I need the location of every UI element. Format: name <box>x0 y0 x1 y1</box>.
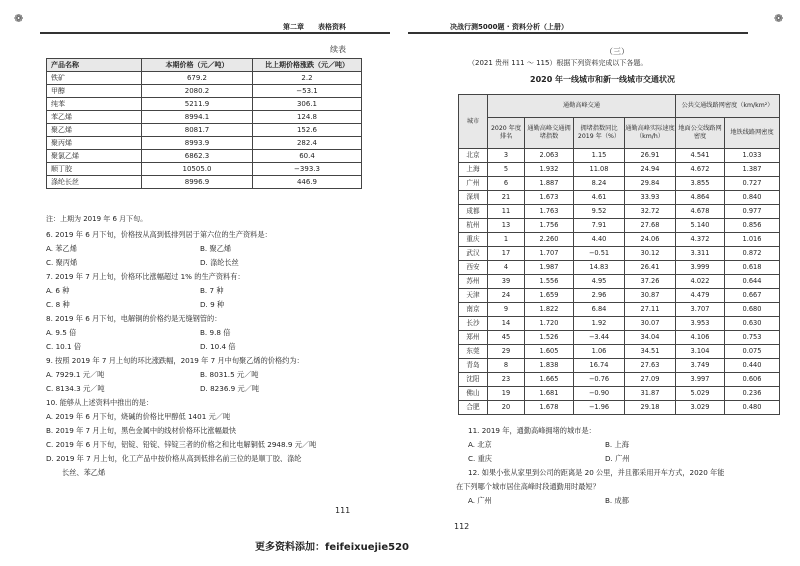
option-b[interactable]: B. 9.8 倍 <box>200 328 231 337</box>
table-cell: 4.022 <box>676 275 725 289</box>
table-cell: 26.41 <box>625 261 676 275</box>
table-row <box>459 359 780 373</box>
table-cell: 14.83 <box>574 261 625 275</box>
table-cell: 3.953 <box>676 317 725 331</box>
table-cell: 9 <box>488 303 525 317</box>
flower-ornament-icon: ❁ <box>14 12 24 25</box>
table-row <box>459 275 780 289</box>
table-cell: 3.749 <box>676 359 725 373</box>
table-cell: −0.76 <box>574 373 625 387</box>
table-cell: −3.44 <box>574 331 625 345</box>
table-cell: 8081.7 <box>142 124 253 137</box>
header-rule <box>408 32 748 34</box>
table-cell: 1.556 <box>525 275 574 289</box>
table-cell: 1.838 <box>525 359 574 373</box>
table-cell: 3.311 <box>676 247 725 261</box>
table-cell: 8994.1 <box>142 111 253 124</box>
table-cell: 13 <box>488 219 525 233</box>
city-cell: 合肥 <box>459 401 488 415</box>
table-cell: 45 <box>488 331 525 345</box>
table-cell: 124.8 <box>253 111 362 124</box>
col-header: 2020 年度排名 <box>488 118 525 149</box>
question-8: 8. 2019 年 6 月下旬，电解铜的价格约是无缝钢管的： <box>46 314 222 323</box>
flower-ornament-icon: ❁ <box>774 12 784 25</box>
option-c[interactable]: C. 2019 年 6 月下旬，铝锭、铅锭、锌锭三者的价格之和比电解铜低 2948.9 元／吨 <box>46 440 317 449</box>
table-cell: 顺丁胶 <box>47 163 142 176</box>
table-row <box>47 111 362 124</box>
table-cell: 0.440 <box>725 359 780 373</box>
col-header: 地铁线路网密度 <box>725 118 780 149</box>
table-cell: 0.075 <box>725 345 780 359</box>
table-cell: −53.1 <box>253 85 362 98</box>
table-cell: 6862.3 <box>142 150 253 163</box>
question-10: 10. 能够从上述资料中推出的是： <box>46 398 154 407</box>
table-header-row <box>459 118 780 149</box>
table-cell: 29.18 <box>625 401 676 415</box>
option-c[interactable]: C. 重庆 <box>468 454 492 463</box>
col-header: 比上期价格涨跌（元／吨） <box>253 59 362 72</box>
city-cell: 深圳 <box>459 191 488 205</box>
table-cell: 1.707 <box>525 247 574 261</box>
city-cell: 东莞 <box>459 345 488 359</box>
table-row <box>47 85 362 98</box>
table-cell: 19 <box>488 387 525 401</box>
table-cell: 29 <box>488 345 525 359</box>
table-cell: 4.61 <box>574 191 625 205</box>
table-row <box>459 345 780 359</box>
table-cell: 0.727 <box>725 177 780 191</box>
table-cell: 20 <box>488 401 525 415</box>
table-cell: 5.140 <box>676 219 725 233</box>
table-row <box>459 373 780 387</box>
option-d[interactable]: D. 8236.9 元／吨 <box>200 384 260 393</box>
table-cell: 甲醇 <box>47 85 142 98</box>
table-cell: −1.96 <box>574 401 625 415</box>
option-a[interactable]: A. 苯乙烯 <box>46 244 77 253</box>
table-cell: 31.87 <box>625 387 676 401</box>
table-row <box>47 124 362 137</box>
table-cell: 33.93 <box>625 191 676 205</box>
table-cell: 29.84 <box>625 177 676 191</box>
option-a[interactable]: A. 北京 <box>468 440 492 449</box>
table-cell: 4.106 <box>676 331 725 345</box>
table-cell: 1.763 <box>525 205 574 219</box>
table-cell: 446.9 <box>253 176 362 189</box>
table-cell: 2.063 <box>525 149 574 163</box>
table-cell: 3.707 <box>676 303 725 317</box>
table-row <box>459 261 780 275</box>
table-cell: 0.618 <box>725 261 780 275</box>
question-9: 9. 按照 2019 年 7 月上旬的环比涨跌幅，2019 年 7 月中旬聚乙烯的价格约为： <box>46 356 304 365</box>
question-12: 12. 如果小张从家里到公司的距离是 20 公里，并且都采用开车方式，2020 年能 <box>468 468 725 477</box>
city-cell: 佛山 <box>459 387 488 401</box>
question-7: 7. 2019 年 7 月上旬，价格环比涨幅超过 1% 的生产资料有： <box>46 272 245 281</box>
table-cell: 8996.9 <box>142 176 253 189</box>
table-cell: 30.07 <box>625 317 676 331</box>
table-row <box>47 163 362 176</box>
city-cell: 广州 <box>459 177 488 191</box>
table-cell: 6 <box>488 177 525 191</box>
option-d[interactable]: D. 涤纶长丝 <box>200 258 239 267</box>
table-cell: 0.630 <box>725 317 780 331</box>
table-cell: 1.033 <box>725 149 780 163</box>
table-cell: 0.606 <box>725 373 780 387</box>
table-cell: 679.2 <box>142 72 253 85</box>
table-cell: 60.4 <box>253 150 362 163</box>
table-cell: 306.1 <box>253 98 362 111</box>
table-row <box>47 150 362 163</box>
table-cell: 16.74 <box>574 359 625 373</box>
city-cell: 青岛 <box>459 359 488 373</box>
table-cell: 26.91 <box>625 149 676 163</box>
table-cell: 0.480 <box>725 401 780 415</box>
table-row <box>47 176 362 189</box>
table-cell: 1.822 <box>525 303 574 317</box>
option-d[interactable]: D. 2019 年 7 月上旬，化工产品中按价格从高到低排名前三位的是顺丁胶、涤纶 <box>46 454 302 463</box>
col-header: 通勤高峰实际速度（km/h） <box>625 118 676 149</box>
table-cell: 3.999 <box>676 261 725 275</box>
table-cell: 27.11 <box>625 303 676 317</box>
option-b[interactable]: B. 聚乙烯 <box>200 244 232 253</box>
table-cell: −0.51 <box>574 247 625 261</box>
table-cell: 24.06 <box>625 233 676 247</box>
col-header-city: 城市 <box>459 95 488 149</box>
table-cell: 2080.2 <box>142 85 253 98</box>
table-header-row <box>459 95 780 118</box>
table-row <box>459 387 780 401</box>
city-cell: 南京 <box>459 303 488 317</box>
option-d[interactable]: D. 9 种 <box>200 300 225 309</box>
table-cell: −0.90 <box>574 387 625 401</box>
table-note: 注：上期为 2019 年 6 月下旬。 <box>46 215 148 223</box>
table-cell: 11 <box>488 205 525 219</box>
table-row <box>459 191 780 205</box>
option-b[interactable]: B. 成都 <box>605 496 629 505</box>
option-b[interactable]: B. 7 种 <box>200 286 224 295</box>
table-header-row <box>47 59 362 72</box>
table-row <box>459 233 780 247</box>
table-cell: 6.84 <box>574 303 625 317</box>
table-cell: 4.672 <box>676 163 725 177</box>
option-a[interactable]: A. 9.5 倍 <box>46 328 77 337</box>
table-row <box>459 163 780 177</box>
table-cell: 21 <box>488 191 525 205</box>
table-row <box>459 401 780 415</box>
city-cell: 天津 <box>459 289 488 303</box>
option-c[interactable]: C. 8134.3 元／吨 <box>46 384 105 393</box>
option-c[interactable]: C. 聚丙烯 <box>46 258 78 267</box>
table-cell: 苯乙烯 <box>47 111 142 124</box>
section-label: （三） <box>605 47 629 56</box>
table-cell: 0.644 <box>725 275 780 289</box>
table-cell: 8.24 <box>574 177 625 191</box>
table-cell: 2.2 <box>253 72 362 85</box>
table-row <box>459 149 780 163</box>
continued-label: 续表 <box>330 45 346 54</box>
table-cell: 27.68 <box>625 219 676 233</box>
option-d[interactable]: D. 广州 <box>605 454 630 463</box>
table-cell: 8 <box>488 359 525 373</box>
table-cell: 0.872 <box>725 247 780 261</box>
table-cell: 1.06 <box>574 345 625 359</box>
table-row <box>459 177 780 191</box>
traffic-table <box>458 94 780 415</box>
option-b[interactable]: B. 8031.5 元／吨 <box>200 370 259 379</box>
table-cell: 1.932 <box>525 163 574 177</box>
table-cell: 27.09 <box>625 373 676 387</box>
right-page <box>400 0 800 566</box>
table-cell: −393.3 <box>253 163 362 176</box>
table-cell: 0.856 <box>725 219 780 233</box>
table-cell: 152.6 <box>253 124 362 137</box>
question-12-continued: 在下列哪个城市居住高峰时段通勤用时最短？ <box>456 482 600 491</box>
table-cell: 1 <box>488 233 525 247</box>
table-cell: 纯苯 <box>47 98 142 111</box>
page-number: 112 <box>454 522 470 531</box>
option-b[interactable]: B. 上海 <box>605 440 629 449</box>
table-cell: 3.997 <box>676 373 725 387</box>
table-cell: 34.51 <box>625 345 676 359</box>
table-cell: 1.720 <box>525 317 574 331</box>
table-cell: 24 <box>488 289 525 303</box>
table-cell: 1.887 <box>525 177 574 191</box>
table-cell: 14 <box>488 317 525 331</box>
table-cell: 铁矿 <box>47 72 142 85</box>
table-cell: 1.678 <box>525 401 574 415</box>
table-cell: 1.387 <box>725 163 780 177</box>
table-cell: 4.678 <box>676 205 725 219</box>
table-cell: 聚乙烯 <box>47 124 142 137</box>
table-cell: 4.372 <box>676 233 725 247</box>
table-cell: 5211.9 <box>142 98 253 111</box>
option-c[interactable]: C. 8 种 <box>46 300 70 309</box>
col-header: 地面公交线路网密度 <box>676 118 725 149</box>
price-table <box>46 58 362 189</box>
table-cell: 1.987 <box>525 261 574 275</box>
col-header: 拥堵指数同比 2019 年（%） <box>574 118 625 149</box>
table-cell: 30.12 <box>625 247 676 261</box>
header-book-title: 决战行测5000题 · 资料分析（上册） <box>450 23 569 31</box>
table-cell: 1.526 <box>525 331 574 345</box>
table-row <box>47 72 362 85</box>
option-a[interactable]: A. 广州 <box>468 496 492 505</box>
table-cell: 1.756 <box>525 219 574 233</box>
table-cell: 3.104 <box>676 345 725 359</box>
table-cell: 3.855 <box>676 177 725 191</box>
table-title: 2020 年一线城市和新一线城市交通状况 <box>530 75 676 84</box>
option-d[interactable]: D. 10.4 倍 <box>200 342 236 351</box>
table-cell: 1.665 <box>525 373 574 387</box>
city-cell: 沈阳 <box>459 373 488 387</box>
table-cell: 1.15 <box>574 149 625 163</box>
table-cell: 34.04 <box>625 331 676 345</box>
table-cell: 7.91 <box>574 219 625 233</box>
table-row <box>459 289 780 303</box>
table-cell: 聚丙烯 <box>47 137 142 150</box>
city-cell: 郑州 <box>459 331 488 345</box>
col-group-header: 公共交通线路网密度（km/km²） <box>676 95 780 118</box>
table-cell: 27.63 <box>625 359 676 373</box>
table-cell: 1.016 <box>725 233 780 247</box>
option-a[interactable]: A. 6 种 <box>46 286 70 295</box>
city-cell: 成都 <box>459 205 488 219</box>
header-chapter: 第二章 <box>283 23 304 31</box>
col-header: 通勤高峰交通拥堵指数 <box>525 118 574 149</box>
table-cell: 23 <box>488 373 525 387</box>
table-row <box>459 247 780 261</box>
table-cell: 11.08 <box>574 163 625 177</box>
table-cell: 涤纶长丝 <box>47 176 142 189</box>
table-cell: 37.26 <box>625 275 676 289</box>
table-cell: 3 <box>488 149 525 163</box>
table-cell: 3.029 <box>676 401 725 415</box>
table-cell: 1.605 <box>525 345 574 359</box>
col-header: 产品名称 <box>47 59 142 72</box>
table-row <box>459 303 780 317</box>
table-row <box>459 205 780 219</box>
city-cell: 杭州 <box>459 219 488 233</box>
table-cell: 1.92 <box>574 317 625 331</box>
table-cell: 39 <box>488 275 525 289</box>
header-rule <box>40 32 390 34</box>
table-cell: 2.260 <box>525 233 574 247</box>
table-cell: 聚氯乙烯 <box>47 150 142 163</box>
header-section-title: 表格资料 <box>318 23 346 31</box>
table-cell: 5.029 <box>676 387 725 401</box>
table-cell: 1.659 <box>525 289 574 303</box>
table-cell: 282.4 <box>253 137 362 150</box>
table-cell: 4.479 <box>676 289 725 303</box>
table-cell: 4.95 <box>574 275 625 289</box>
city-cell: 重庆 <box>459 233 488 247</box>
table-cell: 0.680 <box>725 303 780 317</box>
table-row <box>459 317 780 331</box>
question-6: 6. 2019 年 6 月下旬，价格按从高到低排列居于第六位的生产资料是： <box>46 230 272 239</box>
table-row <box>47 137 362 150</box>
option-b[interactable]: B. 2019 年 7 月上旬，黑色金属中的线材价格环比涨幅最快 <box>46 426 237 435</box>
table-cell: 5 <box>488 163 525 177</box>
option-d-continued: 长丝、苯乙烯 <box>62 468 106 477</box>
table-cell: 4 <box>488 261 525 275</box>
table-cell: 10505.0 <box>142 163 253 176</box>
footer-contact: 更多资料添加：feifeixuejie520 <box>255 542 409 553</box>
question-11: 11. 2019 年，通勤高峰拥堵的城市是： <box>468 426 596 435</box>
col-header: 本期价格（元／吨） <box>142 59 253 72</box>
table-cell: 0.667 <box>725 289 780 303</box>
table-cell: 8993.9 <box>142 137 253 150</box>
table-cell: 2.96 <box>574 289 625 303</box>
table-cell: 30.87 <box>625 289 676 303</box>
table-cell: 4.541 <box>676 149 725 163</box>
table-cell: 0.977 <box>725 205 780 219</box>
table-cell: 0.840 <box>725 191 780 205</box>
option-a[interactable]: A. 2019 年 6 月下旬，烧碱的价格比甲醇低 1401 元／吨 <box>46 412 231 421</box>
page-number: 111 <box>335 506 351 515</box>
table-cell: 4.40 <box>574 233 625 247</box>
city-cell: 长沙 <box>459 317 488 331</box>
table-cell: 0.753 <box>725 331 780 345</box>
option-a[interactable]: A. 7929.1 元／吨 <box>46 370 105 379</box>
city-cell: 上海 <box>459 163 488 177</box>
table-row <box>459 331 780 345</box>
table-cell: 4.864 <box>676 191 725 205</box>
table-cell: 9.52 <box>574 205 625 219</box>
city-cell: 北京 <box>459 149 488 163</box>
city-cell: 西安 <box>459 261 488 275</box>
table-cell: 0.236 <box>725 387 780 401</box>
table-row <box>47 98 362 111</box>
table-row <box>459 219 780 233</box>
intro-text: （2021 贵州 111 ～ 115）根据下列资料完成以下各题。 <box>468 59 648 67</box>
table-cell: 1.681 <box>525 387 574 401</box>
city-cell: 武汉 <box>459 247 488 261</box>
city-cell: 苏州 <box>459 275 488 289</box>
table-cell: 32.72 <box>625 205 676 219</box>
col-group-header: 通勤高峰交通 <box>488 95 676 118</box>
table-cell: 24.94 <box>625 163 676 177</box>
option-c[interactable]: C. 10.1 倍 <box>46 342 82 351</box>
table-cell: 17 <box>488 247 525 261</box>
table-cell: 1.673 <box>525 191 574 205</box>
